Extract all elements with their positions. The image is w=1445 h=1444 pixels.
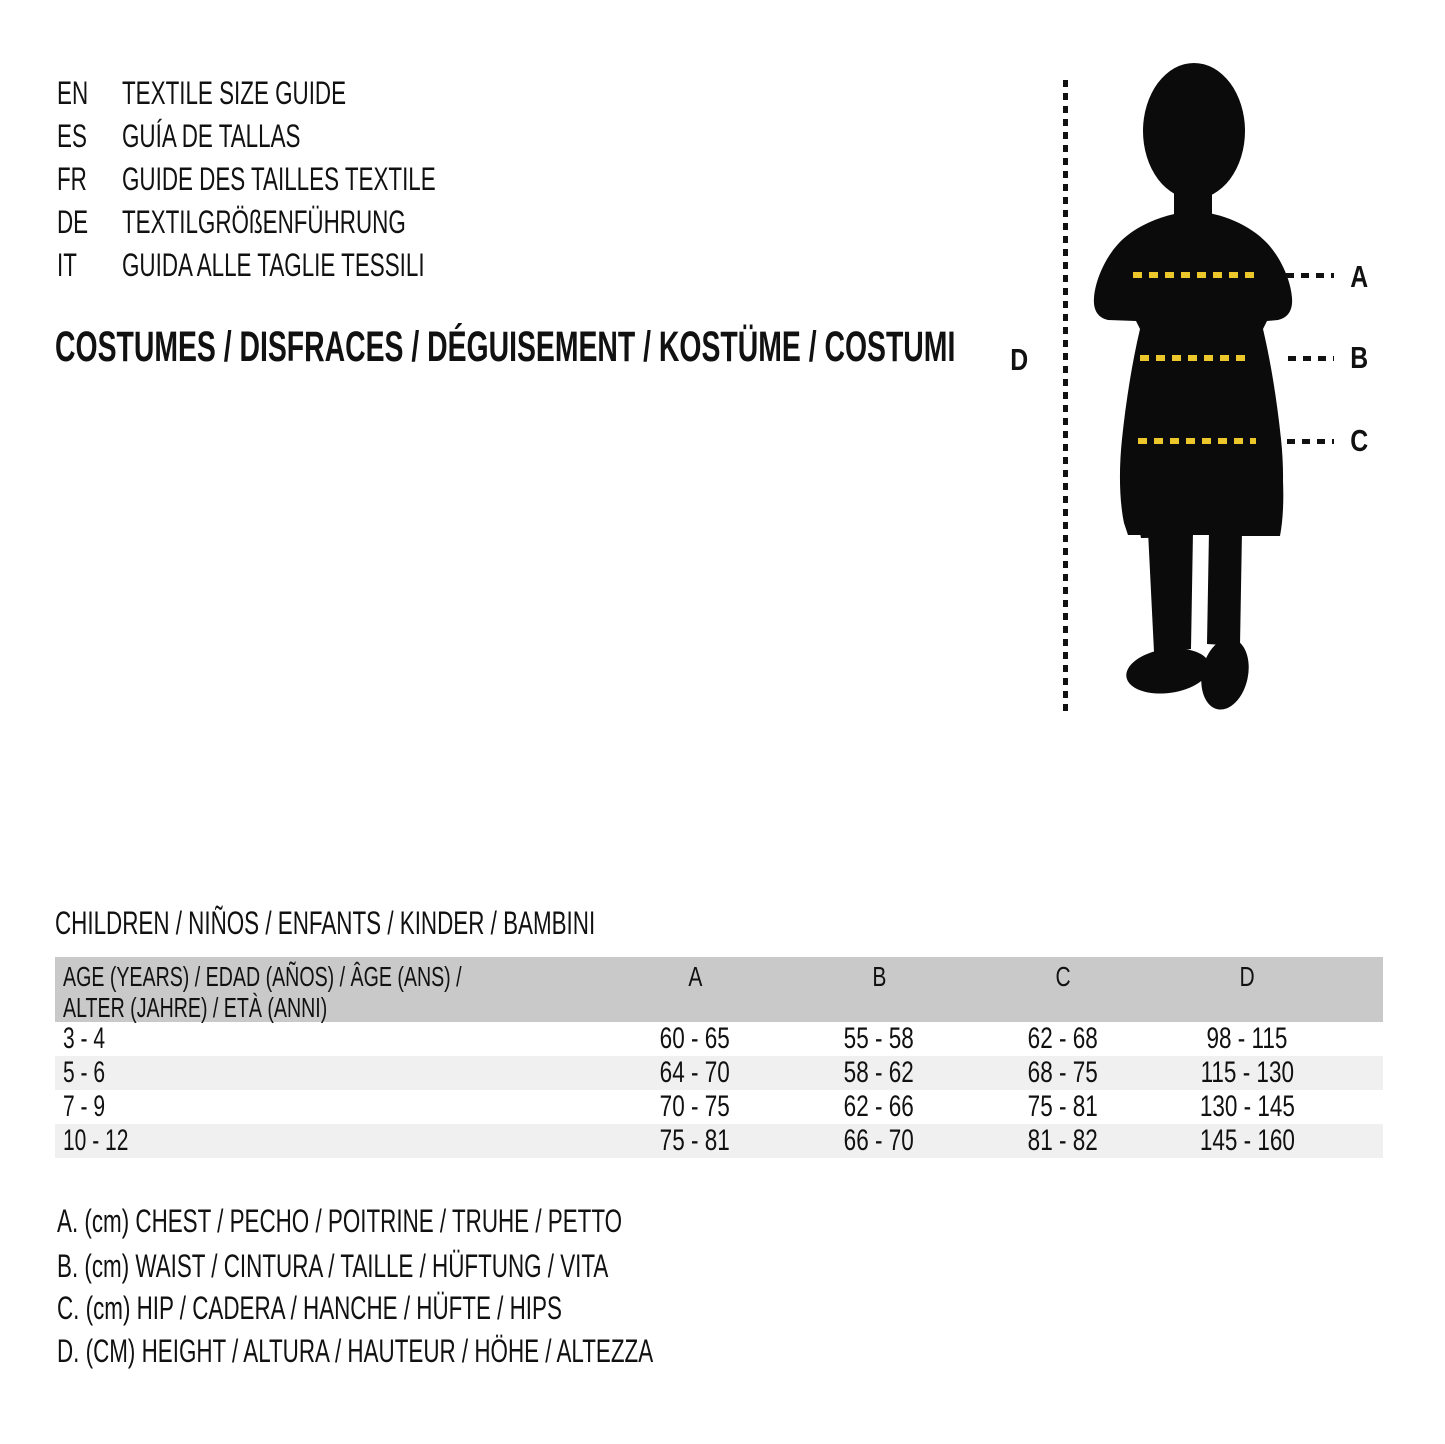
hip-cell: 68 - 75 — [1027, 1056, 1099, 1089]
waist-connector-line — [1288, 356, 1334, 361]
age-cell: 7 - 9 — [63, 1090, 106, 1123]
column-header-d: D — [1239, 961, 1255, 992]
language-code: ES — [57, 118, 87, 154]
table-row — [55, 1124, 1383, 1158]
table-row — [55, 1090, 1383, 1124]
hip-cell: 75 - 81 — [1027, 1090, 1099, 1123]
category-title-text: COSTUMES / DISFRACES / DÉGUISEMENT / KOSTÜME / COSTUMI — [55, 323, 956, 371]
chest-measure-label: A — [1350, 259, 1369, 294]
chest-cell: 60 - 65 — [659, 1022, 731, 1055]
chest-connector-line — [1286, 273, 1334, 278]
column-header-b: B — [871, 961, 887, 992]
chest-cell: 75 - 81 — [659, 1124, 731, 1157]
waist-cell: 55 - 58 — [843, 1022, 915, 1055]
height-cell: 130 - 145 — [1199, 1090, 1295, 1123]
age-cell: 10 - 12 — [63, 1124, 129, 1157]
height-cell: 98 - 115 — [1206, 1022, 1288, 1055]
table-row — [55, 1022, 1383, 1056]
hip-measure-line — [1138, 438, 1256, 444]
language-label: TEXTILGRÖßENFÜHRUNG — [122, 204, 406, 240]
language-label: GUIDA ALLE TAGLIE TESSILI — [122, 247, 425, 283]
child-silhouette — [1090, 63, 1310, 713]
language-label: GUÍA DE TALLAS — [122, 118, 301, 154]
hip-cell: 81 - 82 — [1027, 1124, 1099, 1157]
size-table-header — [55, 957, 1383, 1022]
waist-cell: 62 - 66 — [843, 1090, 915, 1123]
height-cell: 115 - 130 — [1200, 1056, 1294, 1089]
language-code: EN — [57, 75, 89, 111]
language-code: DE — [57, 204, 89, 240]
legend-chest: A. (cm) CHEST / PECHO / POITRINE / TRUHE / PETTO — [57, 1203, 623, 1239]
chest-measure-line — [1133, 272, 1254, 278]
legend-height: D. (CM) HEIGHT / ALTURA / HAUTEUR / HÖHE / ALTEZZA — [57, 1333, 654, 1369]
table-row — [55, 1056, 1383, 1090]
age-column-header: AGE (YEARS) / EDAD (AÑOS) / ÂGE (ANS) / ALTER (JAHRE) / ETÀ (ANNI) — [63, 961, 462, 1023]
language-code: FR — [57, 161, 87, 197]
column-header-a: A — [687, 961, 703, 992]
language-code: IT — [57, 247, 77, 283]
age-cell: 3 - 4 — [63, 1022, 106, 1055]
hip-measure-label: C — [1350, 423, 1369, 458]
hip-cell: 62 - 68 — [1027, 1022, 1099, 1055]
waist-cell: 66 - 70 — [843, 1124, 915, 1157]
chest-cell: 64 - 70 — [659, 1056, 731, 1089]
legend-waist: B. (cm) WAIST / CINTURA / TAILLE / HÜFTUNG / VITA — [57, 1248, 609, 1284]
chest-cell: 70 - 75 — [659, 1090, 731, 1123]
legend-hip: C. (cm) HIP / CADERA / HANCHE / HÜFTE / HIPS — [57, 1290, 562, 1326]
language-label: TEXTILE SIZE GUIDE — [122, 75, 347, 111]
children-section-heading: CHILDREN / NIÑOS / ENFANTS / KINDER / BAMBINI — [55, 905, 596, 941]
age-cell: 5 - 6 — [63, 1056, 106, 1089]
size-table — [55, 957, 1383, 1158]
waist-measure-line — [1140, 355, 1248, 361]
waist-cell: 58 - 62 — [843, 1056, 915, 1089]
hip-connector-line — [1287, 439, 1334, 444]
column-header-c: C — [1055, 961, 1071, 992]
height-measure-dotted-line — [1063, 80, 1068, 714]
language-label: GUIDE DES TAILLES TEXTILE — [122, 161, 436, 197]
waist-measure-label: B — [1350, 340, 1369, 375]
height-cell: 145 - 160 — [1199, 1124, 1295, 1157]
height-measure-label: D — [1010, 342, 1029, 377]
